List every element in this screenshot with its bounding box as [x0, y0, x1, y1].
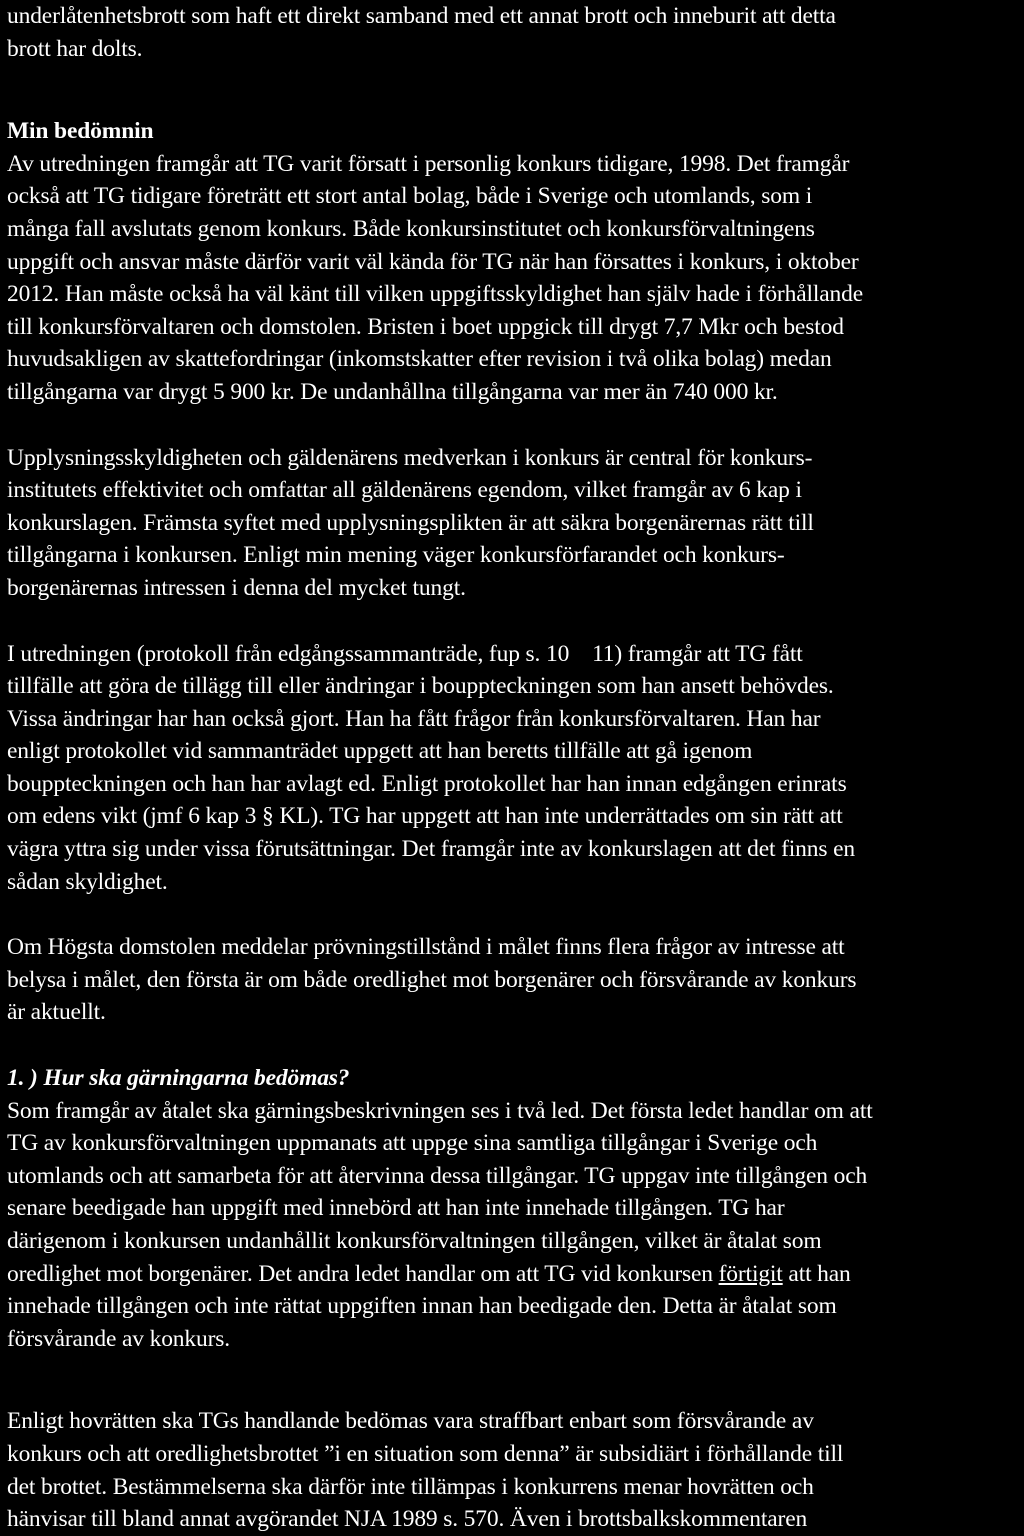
- text-line: brott har dolts.: [7, 35, 143, 62]
- text-line: sådan skyldighet.: [7, 868, 168, 895]
- text-line: TG av konkursförvaltningen uppmanats att uppge sina samtliga tillgångar i Sverige och: [7, 1130, 818, 1157]
- paragraph-2: [7, 442, 1019, 605]
- paragraph-4: [7, 931, 1019, 1029]
- text-line: många fall avslutats genom konkurs. Både konkursinstitutet och konkursförvaltningens: [7, 215, 815, 242]
- text-line: utomlands och att samarbeta för att återvinna dessa tillgångar. TG uppgav inte tillgången och: [7, 1162, 868, 1189]
- text-line: till konkursförvaltaren och domstolen. Bristen i boet uppgick till drygt 7,7 Mkr och bestod: [7, 313, 844, 340]
- text-line: konkurslagen. Främsta syftet med upplysningsplikten är att säkra borgenärernas rätt till: [7, 509, 814, 536]
- section-heading-min-bedomning: Min bedömnin: [7, 118, 154, 145]
- text-line: om edens vikt (jmf 6 kap 3 § KL). TG har uppgett att han inte underrättades om sin rätt att: [7, 803, 843, 830]
- text-line: uppgift och ansvar måste därför varit väl kända för TG när han försattes i konkurs, i oktober: [7, 248, 859, 275]
- intro-paragraph: [7, 0, 1019, 65]
- text-line: institutets effektivitet och omfattar all gäldenärens egendom, vilket framgår av 6 kap i: [7, 477, 802, 504]
- text-line: hänvisar till bland annat avgörandet NJA 1989 s. 570. Även i brottsbalkskommentaren: [7, 1506, 808, 1533]
- text-line: tillgångarna i konkursen. Enligt min mening väger konkursförfarandet och konkurs-: [7, 542, 785, 569]
- text-line: underlåtenhetsbrott som haft ett direkt samband med ett annat brott och inneburit att detta: [7, 3, 836, 29]
- text-line: senare beedigade han uppgift med innebörd att han inte innehade tillgången. TG har: [7, 1195, 785, 1222]
- text-line: tillgångarna var drygt 5 900 kr. De undanhållna tillgångarna var mer än 740 000 kr.: [7, 378, 778, 405]
- text-line: borgenärernas intressen i denna del mycket tungt.: [7, 574, 466, 601]
- text-line: huvudsakligen av skattefordringar (inkomstskatter efter revision i två olika bolag) medan: [7, 346, 832, 373]
- paragraph-5: [7, 1095, 1019, 1356]
- text-line: konkurs och att oredlighetsbrottet ”i en situation som denna” är subsidiärt i förhållande till: [7, 1440, 844, 1467]
- document-page: [7, 0, 1019, 1536]
- text-line: också att TG tidigare företrätt ett stort antal bolag, både i Sverige och utomlands, som i: [7, 183, 813, 210]
- text-line-with-underline: [7, 1258, 1019, 1291]
- text-line: Om Högsta domstolen meddelar prövningstillstånd i målet finns flera frågor av intresse att: [7, 934, 845, 961]
- paragraph-1: [7, 148, 1019, 409]
- text-line: vägra yttra sig under vissa förutsättningar. Det framgår inte av konkurslagen att det finns en: [7, 836, 855, 863]
- text-line: är aktuellt.: [7, 999, 106, 1026]
- text-line: Vissa ändringar har han också gjort. Han ha fått frågor från konkursförvaltaren. Han har: [7, 705, 821, 732]
- text-line: I utredningen (protokoll från edgångssammanträde, fup s. 10 11) framgår att TG fått: [7, 640, 803, 667]
- text-segment: att han: [782, 1260, 851, 1287]
- text-line: enligt protokollet vid sammanträdet uppgett att han beretts tillfälle att gå igenom: [7, 738, 753, 765]
- section-heading-question-1: 1. ) Hur ska gärningarna bedömas?: [7, 1065, 350, 1092]
- text-line: försvårande av konkurs.: [7, 1325, 230, 1352]
- text-line: innehade tillgången och inte rättat uppgiften innan han beedigade den. Detta är åtalat som: [7, 1293, 837, 1320]
- text-line: Upplysningsskyldigheten och gäldenärens medverkan i konkurs är central för konkurs-: [7, 444, 813, 471]
- paragraph-3: [7, 638, 1019, 899]
- text-line: 2012. Han måste också ha väl känt till vilken uppgiftsskyldighet han själv hade i förhållande: [7, 281, 863, 308]
- text-line: belysa i målet, den första är om både oredlighet mot borgenärer och försvårande av konkurs: [7, 966, 857, 993]
- text-line: Av utredningen framgår att TG varit försatt i personlig konkurs tidigare, 1998. Det framgår: [7, 150, 850, 177]
- text-segment: oredlighet mot borgenärer. Det andra ledet handlar om att TG vid konkursen: [7, 1260, 719, 1287]
- paragraph-6: [7, 1405, 1019, 1535]
- text-line: tillfälle att göra de tillägg till eller ändringar i bouppteckningen som han ansett behövdes.: [7, 673, 834, 700]
- text-line: det brottet. Bestämmelserna ska därför inte tillämpas i konkurrens menar hovrätten och: [7, 1473, 814, 1500]
- text-line: bouppteckningen och han har avlagt ed. Enligt protokollet har han innan edgången erinrats: [7, 770, 847, 797]
- text-line: därigenom i konkursen undanhållit konkursförvaltningen tillgången, vilket är åtalat som: [7, 1228, 822, 1254]
- text-line: Som framgår av åtalet ska gärningsbeskrivningen ses i två led. Det första ledet handlar om att: [7, 1097, 873, 1124]
- text-line: Enligt hovrätten ska TGs handlande bedömas vara straffbart enbart som försvårande av: [7, 1408, 814, 1435]
- underlined-word: förtigit: [718, 1260, 783, 1287]
